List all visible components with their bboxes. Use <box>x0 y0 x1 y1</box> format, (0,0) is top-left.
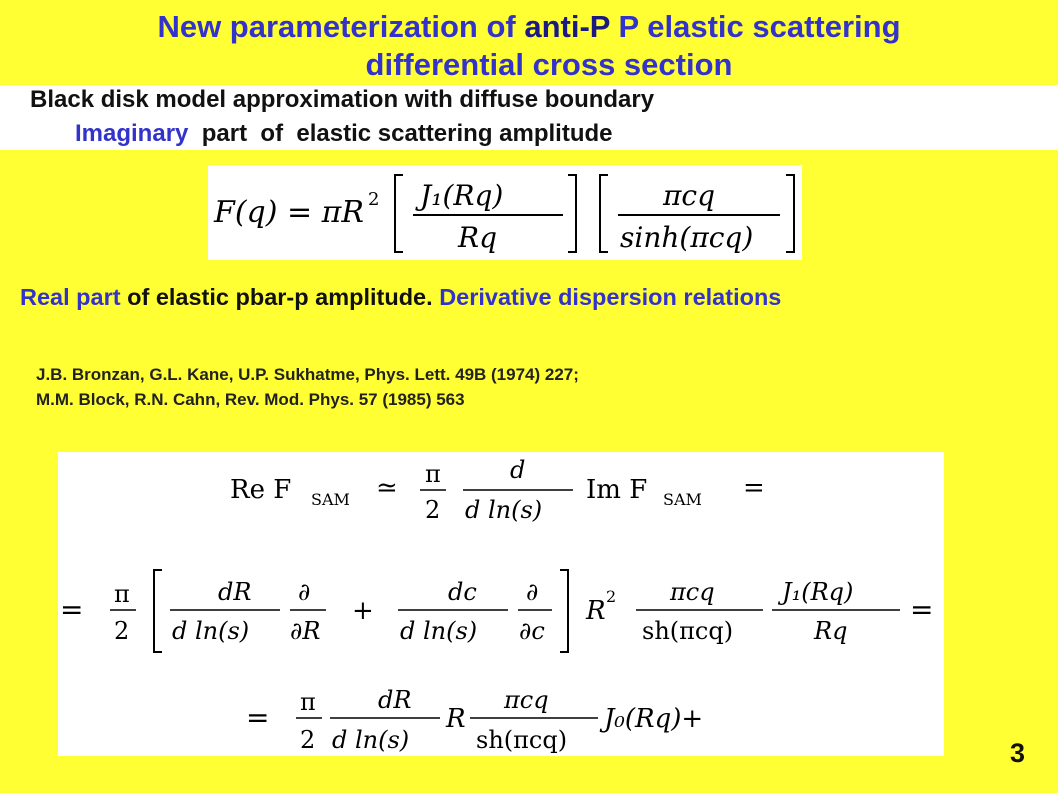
f2-sq: 2 <box>606 587 617 606</box>
subtitle-imaginary: Imaginary <box>75 120 189 147</box>
subtitle-line-1: Black disk model approximation with diffuse boundary <box>30 86 655 113</box>
f1-bracket-right-2 <box>786 175 794 252</box>
f2-dln-1: d ln(s) <box>465 496 543 524</box>
reference-1: J.B. Bronzan, G.L. Kane, U.P. Sukhatme, Phys. Lett. 49B (1974) 227; <box>36 365 579 384</box>
f2-partialc: ∂c <box>519 617 545 645</box>
formula-real-amplitude <box>58 452 944 756</box>
f2-im-f: Im F <box>586 475 648 505</box>
f2-eq-1: = <box>743 473 765 503</box>
f1-lhs: F(q) = πR <box>214 195 364 230</box>
f2-eq-2: = <box>60 593 84 626</box>
title-line-2: differential cross section <box>365 47 733 82</box>
f1-bracket-left-2 <box>600 175 608 252</box>
real-part-black: of elastic pbar-p amplitude. <box>120 284 440 310</box>
f2-partial-1: ∂ <box>298 578 311 606</box>
f2-re-f: Re F <box>230 475 292 505</box>
f2-sh-2: sh(πcq) <box>476 726 568 754</box>
f2-two-2: 2 <box>114 617 130 645</box>
subtitle-line-2 <box>75 120 613 148</box>
slide-title <box>0 8 1058 84</box>
f2-J0: J₀(Rq)+ <box>604 704 704 734</box>
f2-approx: ≃ <box>376 473 398 503</box>
f1-frac1-den: Rq <box>458 221 498 254</box>
f2-pi-1: π <box>425 460 441 488</box>
f2-picq-1: πcq <box>670 578 715 606</box>
derivative-dispersion-blue: Derivative dispersion relations <box>439 284 782 310</box>
f2-dR-2: dR <box>378 686 412 714</box>
f2-bracket-left <box>154 570 162 652</box>
f2-dln-2: d ln(s) <box>172 617 250 645</box>
f2-dR-1: dR <box>218 578 252 606</box>
title-line-1 <box>0 8 1058 46</box>
f2-J1: J₁(Rq) <box>782 578 854 606</box>
f2-dc: dc <box>448 578 477 606</box>
f2-bracket-right <box>560 570 568 652</box>
f2-two-1: 2 <box>425 496 441 524</box>
real-part-heading <box>20 284 781 311</box>
title-part-1: New parameterization of <box>157 9 525 44</box>
f1-bracket-right-1 <box>568 175 576 252</box>
formula-1-svg <box>208 165 802 260</box>
f2-R: R <box>446 704 466 734</box>
f2-picq-2: πcq <box>504 686 549 714</box>
title-part-3: P elastic scattering <box>609 9 901 44</box>
f2-two-3: 2 <box>300 726 316 754</box>
title-part-antip: anti-P <box>524 9 610 44</box>
subtitle-rest: part of elastic scattering amplitude <box>188 120 613 147</box>
f2-pi-2: π <box>114 580 130 608</box>
real-part-blue: Real part <box>20 284 121 310</box>
f1-frac2-num: πcq <box>663 179 716 212</box>
f2-sam-1: SAM <box>311 490 350 509</box>
f1-exp: 2 <box>368 189 380 210</box>
f2-dln-3: d ln(s) <box>400 617 478 645</box>
f2-d: d <box>510 456 526 484</box>
formula-imaginary-amplitude <box>208 165 802 260</box>
reference-2: M.M. Block, R.N. Cahn, Rev. Mod. Phys. 57 (1985) 563 <box>36 390 465 409</box>
f2-partial-2: ∂ <box>526 578 539 606</box>
page-number: 3 <box>1010 738 1026 768</box>
f2-pi-3: π <box>300 688 316 716</box>
f2-Rq: Rq <box>814 617 848 645</box>
f2-eq-3: = <box>910 593 934 626</box>
formula-2-svg <box>58 452 944 756</box>
f1-frac1-num: J₁(Rq) <box>420 179 504 212</box>
f1-frac2-den: sinh(πcq) <box>620 221 754 254</box>
f2-eq-4: = <box>246 701 270 734</box>
f2-R2: R <box>586 596 606 626</box>
f2-plus-1: + <box>352 596 374 626</box>
f2-sam-2: SAM <box>663 490 702 509</box>
f2-sh-1: sh(πcq) <box>642 617 734 645</box>
f2-partialR: ∂R <box>290 617 321 645</box>
f2-dln-4: d ln(s) <box>332 726 410 754</box>
f1-bracket-left-1 <box>395 175 403 252</box>
